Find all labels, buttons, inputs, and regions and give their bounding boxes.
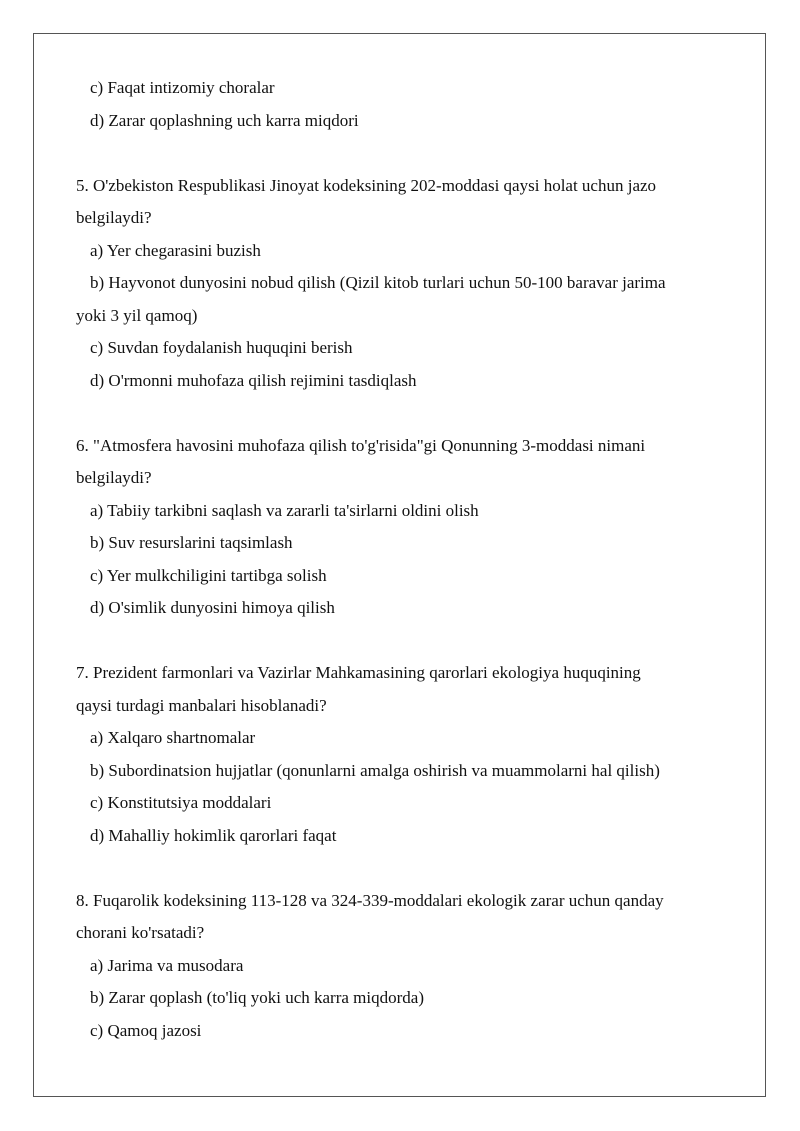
question-7 — [76, 657, 736, 852]
option-d-prev: d) Zarar qoplashning uch karra miqdori — [90, 110, 359, 130]
question-5 — [76, 170, 736, 398]
question-5-option-d: d) O'rmonni muhofaza qilish rejimini tasdiqlash — [90, 370, 417, 390]
question-8 — [76, 885, 736, 1048]
question-5-text-line-1: 5. O'zbekiston Respublikasi Jinoyat kodeksining 202-moddasi qaysi holat uchun jazo — [76, 175, 657, 195]
question-6-option-a: a) Tabiiy tarkibni saqlash va zararli ta'sirlarni oldini olish — [90, 500, 479, 520]
question-7-option-a: a) Xalqaro shartnomalar — [90, 728, 256, 747]
question-6-option-d: d) O'simlik dunyosini himoya qilish — [90, 598, 335, 617]
option-c-prev: c) Faqat intizomiy choralar — [90, 78, 275, 97]
question-5-option-b-line-2: yoki 3 yil qamoq) — [76, 305, 198, 325]
question-7-option-c: c) Konstitutsiya moddalari — [90, 793, 272, 812]
question-7-text-line-2: qaysi turdagi manbalari hisoblanadi? — [76, 695, 327, 715]
spacer — [76, 625, 736, 658]
question-8-option-b: b) Zarar qoplash (to'liq yoki uch karra miqdorda) — [90, 988, 424, 1007]
spacer — [76, 852, 736, 885]
question-6-text-line-1: 6. "Atmosfera havosini muhofaza qilish to'g'risida"gi Qonunning 3-moddasi nimani — [76, 435, 646, 455]
question-6-option-c: c) Yer mulkchiligini tartibga solish — [90, 565, 327, 585]
question-5-option-a: a) Yer chegarasini buzish — [90, 240, 261, 260]
question-8-option-a: a) Jarima va musodara — [90, 955, 244, 975]
question-6 — [76, 430, 736, 625]
spacer — [76, 397, 736, 430]
question-7-option-b: b) Subordinatsion hujjatlar (qonunlarni amalga oshirish va muammolarni hal qilish) — [90, 760, 660, 780]
question-8-text-line-1: 8. Fuqarolik kodeksining 113-128 va 324-339-moddalari ekologik zarar uchun qanday — [76, 890, 664, 910]
question-8-text-line-2: chorani ko'rsatadi? — [76, 923, 205, 942]
question-6-text-line-2: belgilaydi? — [76, 468, 152, 487]
question-8-option-c: c) Qamoq jazosi — [90, 1020, 202, 1040]
question-7-text-line-1: 7. Prezident farmonlari va Vazirlar Mahkamasining qarorlari ekologiya huquqining — [76, 663, 641, 682]
question-6-option-b: b) Suv resurslarini taqsimlash — [90, 533, 293, 552]
question-7-option-d: d) Mahalliy hokimlik qarorlari faqat — [90, 825, 337, 845]
spacer — [76, 137, 736, 170]
document-body — [76, 72, 736, 1047]
question-5-option-b-line-1: b) Hayvonot dunyosini nobud qilish (Qizil kitob turlari uchun 50-100 baravar jarima — [90, 273, 666, 292]
question-5-text-line-2: belgilaydi? — [76, 208, 152, 227]
question-5-option-c: c) Suvdan foydalanish huquqini berish — [90, 338, 353, 357]
